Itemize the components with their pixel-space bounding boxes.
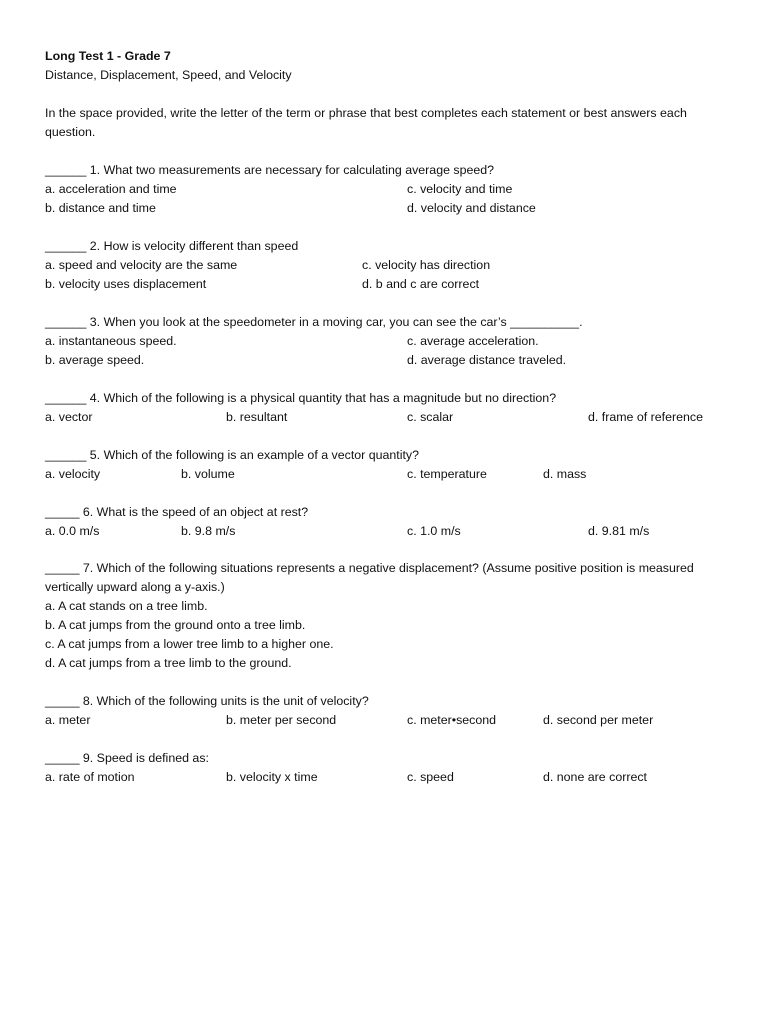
question-2-option-d: d. b and c are correct: [362, 277, 480, 291]
question-9-option-b: b. velocity x time: [226, 770, 318, 784]
question-2-option-c: c. velocity has direction: [362, 258, 491, 272]
question-8-option-b: b. meter per second: [226, 713, 337, 727]
question-3-option-d: d. average distance traveled.: [407, 353, 567, 367]
question-1-option-d: d. velocity and distance: [407, 201, 536, 215]
question-1-option-a: a. acceleration and time: [45, 182, 177, 196]
test-subtitle: Distance, Displacement, Speed, and Velocity: [45, 68, 292, 82]
question-4-prompt: ______ 4. Which of the following is a physical quantity that has a magnitude but no direction?: [45, 391, 557, 405]
question-8-option-c: c. meter•second: [407, 713, 497, 727]
question-8-option-a: a. meter: [45, 713, 91, 727]
question-9-option-c: c. speed: [407, 770, 454, 784]
question-2-prompt: ______ 2. How is velocity different than speed: [45, 239, 299, 253]
question-7-option-a: a. A cat stands on a tree limb.: [45, 599, 208, 613]
question-6-option-d: d. 9.81 m/s: [588, 524, 650, 538]
question-5-option-b: b. volume: [181, 467, 235, 481]
question-3-prompt: ______ 3. When you look at the speedometer in a moving car, you can see the car’s __________.: [45, 315, 583, 329]
question-1-prompt: ______ 1. What two measurements are necessary for calculating average speed?: [45, 163, 495, 177]
question-4-option-a: a. vector: [45, 410, 93, 424]
test-title: Long Test 1 - Grade 7: [45, 49, 171, 63]
question-1-option-b: b. distance and time: [45, 201, 156, 215]
question-5-option-a: a. velocity: [45, 467, 101, 481]
question-8-prompt: _____ 8. Which of the following units is the unit of velocity?: [45, 694, 369, 708]
question-7-option-d: d. A cat jumps from a tree limb to the ground.: [45, 656, 292, 670]
instructions: In the space provided, write the letter of the term or phrase that best completes each statement or best answers each question.: [45, 106, 687, 139]
question-3-option-c: c. average acceleration.: [407, 334, 539, 348]
question-6-option-c: c. 1.0 m/s: [407, 524, 461, 538]
question-5-option-c: c. temperature: [407, 467, 487, 481]
question-6-option-a: a. 0.0 m/s: [45, 524, 100, 538]
question-9-option-a: a. rate of motion: [45, 770, 135, 784]
question-3-option-b: b. average speed.: [45, 353, 145, 367]
question-2-option-a: a. speed and velocity are the same: [45, 258, 238, 272]
question-7-option-b: b. A cat jumps from the ground onto a tree limb.: [45, 618, 306, 632]
question-7-option-c: c. A cat jumps from a lower tree limb to a higher one.: [45, 637, 334, 651]
question-6-prompt: _____ 6. What is the speed of an object at rest?: [45, 505, 309, 519]
question-7-prompt: _____ 7. Which of the following situations represents a negative displacement? (Assume positive position is measured vertically upward along a y-axis.): [45, 561, 694, 594]
question-8-option-d: d. second per meter: [543, 713, 654, 727]
question-3-option-a: a. instantaneous speed.: [45, 334, 177, 348]
question-1-option-c: c. velocity and time: [407, 182, 513, 196]
question-2-option-b: b. velocity uses displacement: [45, 277, 207, 291]
question-4-option-d: d. frame of reference: [588, 410, 704, 424]
question-4-option-b: b. resultant: [226, 410, 288, 424]
question-5-prompt: ______ 5. Which of the following is an example of a vector quantity?: [45, 448, 420, 462]
question-5-option-d: d. mass: [543, 467, 587, 481]
question-9-prompt: _____ 9. Speed is defined as:: [45, 751, 209, 765]
question-6-option-b: b. 9.8 m/s: [181, 524, 236, 538]
question-9-option-d: d. none are correct: [543, 770, 648, 784]
question-4-option-c: c. scalar: [407, 410, 454, 424]
